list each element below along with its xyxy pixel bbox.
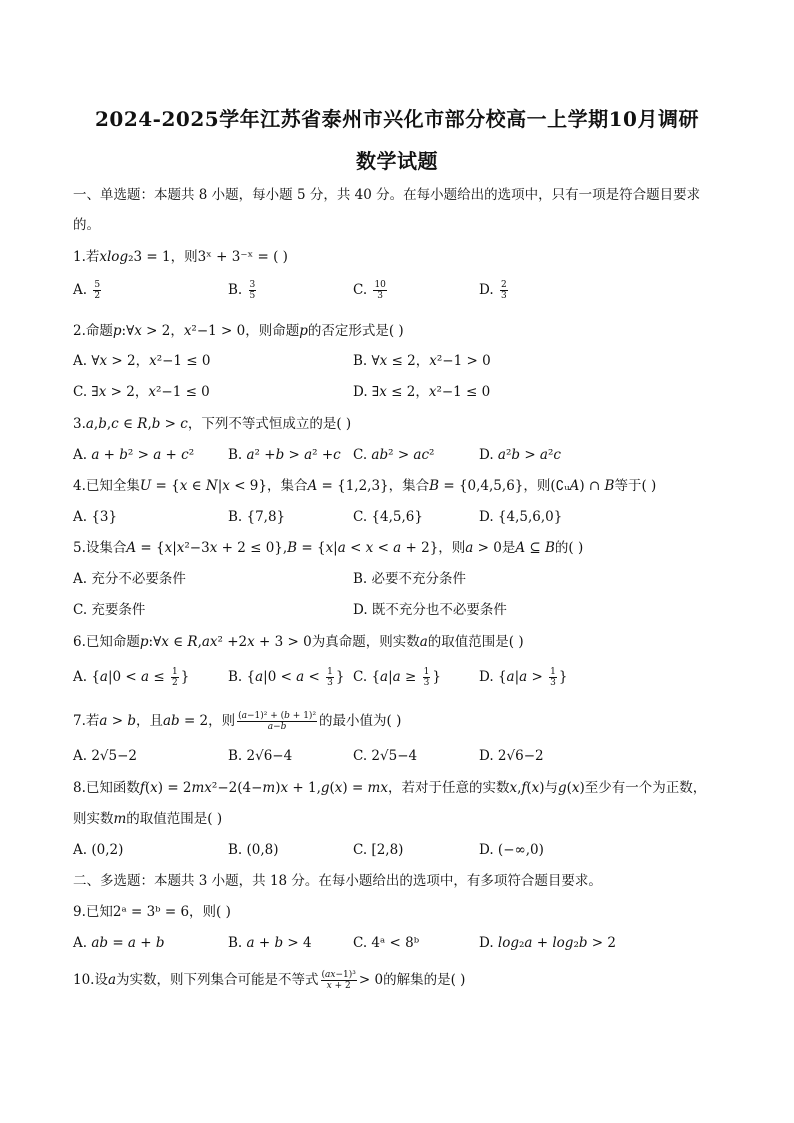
question-1-option-a — [73, 280, 103, 301]
question-5-option-b: B. 必要不充分条件 — [353, 571, 467, 587]
fraction — [549, 667, 557, 688]
question-4-option-d: D. {4,5,6,0} — [479, 509, 563, 525]
question-8-option-b: B. (0,8) — [228, 842, 279, 858]
fraction-numerator: 1 — [423, 667, 430, 677]
question-6-option-a — [73, 667, 189, 688]
fraction-denominator: 𝑎−𝑏 — [267, 722, 287, 732]
fraction-numerator: 1 — [550, 667, 556, 677]
fraction — [423, 667, 431, 688]
option-label: B. — [228, 282, 247, 298]
option-label: C. — [353, 669, 372, 685]
set-suffix: } — [432, 669, 441, 685]
question-4-option-c: C. {4,5,6} — [353, 509, 423, 525]
question-4-option-a: A. {3} — [73, 509, 118, 525]
set-suffix: } — [180, 669, 190, 685]
question-5-option-a: A. 充分不必要条件 — [73, 571, 186, 587]
question-3-stem: 3.𝑎,𝑏,𝑐 ∈ 𝑅,𝑏 > 𝑐，下列不等式恒成立的是( ) — [73, 416, 352, 432]
fraction-denominator: 3 — [377, 291, 384, 301]
question-4-stem: 4.已知全集𝑈 = {𝑥 ∈ 𝑁|𝑥 < 9}，集合𝐴 = {1,2,3}，集合𝐵 = {0,4,5,6}，则(∁ᵤ𝐴) ∩ 𝐵等于( ) — [73, 478, 657, 494]
option-label: D. — [479, 669, 498, 685]
fraction — [249, 280, 257, 301]
exam-title: 2024-2025学年江苏省泰州市兴化市部分校高一上学期10月调研 — [95, 107, 699, 131]
question-7-stem — [73, 711, 723, 732]
fraction-denominator: 𝑥 + 2 — [326, 981, 351, 991]
set-prefix: {𝑎|𝑎 ≥ — [371, 669, 421, 685]
fraction-denominator: 3 — [550, 678, 556, 688]
question-3-option-d: D. 𝑎²𝑏 > 𝑎²𝑐 — [479, 447, 561, 463]
fraction — [326, 667, 334, 688]
option-label: B. — [228, 669, 247, 685]
question-6-stem: 6.已知命题𝑝:∀𝑥 ∈ 𝑅,𝑎𝑥² +2𝑥 + 3 > 0为真命题，则实数𝑎的取值范围是( ) — [73, 634, 524, 650]
stem-text: > 0的解集的是( ) — [358, 972, 466, 988]
question-9-option-c: C. 4ᵃ < 8ᵇ — [353, 935, 420, 951]
option-label: A. — [73, 669, 92, 685]
question-5-stem: 5.设集合𝐴 = {𝑥|𝑥²−3𝑥 + 2 ≤ 0},𝐵 = {𝑥|𝑎 < 𝑥 < 𝑎 + 2}，则𝑎 > 0是𝐴 ⊆ 𝐵的( ) — [73, 540, 584, 556]
question-8-option-a: A. (0,2) — [73, 842, 124, 858]
section-2-instructions: 二、多选题：本题共 3 小题，共 18 分。在每小题给出的选项中，有多项符合题目要求。 — [73, 873, 602, 889]
set-suffix: } — [558, 669, 568, 685]
question-5-option-d: D. 既不充分也不必要条件 — [353, 602, 507, 618]
fraction-numerator: (𝑎−1)² + (𝑏 + 1)² — [238, 711, 317, 721]
question-8-stem: 8.已知函数𝑓(𝑥) = 2𝑚𝑥²−2(4−𝑚)𝑥 + 1,𝑔(𝑥) = 𝑚𝑥，若对于任意的实数𝑥,𝑓(𝑥)与𝑔(𝑥)至少有一个为正数， — [73, 780, 707, 796]
question-3-option-a: A. 𝑎 + 𝑏² > 𝑎 + 𝑐² — [73, 447, 195, 463]
option-label: A. — [73, 282, 92, 298]
option-label: D. — [479, 282, 498, 298]
set-prefix: {𝑎|0 < 𝑎 ≤ — [91, 669, 169, 685]
question-6-option-c — [353, 667, 441, 688]
question-2-option-c: C. ∃𝑥 > 2，𝑥²−1 ≤ 0 — [73, 384, 210, 400]
question-2-option-d: D. ∃𝑥 ≤ 2，𝑥²−1 ≤ 0 — [353, 384, 491, 400]
question-3-option-b: B. 𝑎² +𝑏 > 𝑎² +𝑐 — [228, 447, 341, 463]
fraction-denominator: 3 — [423, 678, 430, 688]
section-1-instructions: 一、单选题：本题共 8 小题，每小题 5 分，共 40 分。在每小题给出的选项中，只有一项是符合题目要求 — [73, 187, 701, 203]
question-7-option-a: A. 2√5−2 — [73, 748, 138, 764]
fraction — [321, 970, 357, 991]
question-6-option-b — [228, 667, 344, 688]
fraction-denominator: 2 — [94, 291, 101, 301]
question-6-option-d — [479, 667, 567, 688]
question-8-option-c: C. [2,8) — [353, 842, 404, 858]
fraction — [373, 280, 386, 301]
question-1-stem: 1.若𝑥𝑙𝑜𝑔₂3 = 1，则3ˣ + 3⁻ˣ = ( ) — [73, 249, 288, 265]
question-1-option-c — [353, 280, 389, 301]
option-label: C. — [353, 282, 372, 298]
fraction-numerator: 5 — [94, 280, 101, 290]
stem-text: 10.设𝑎为实数，则下列集合可能是不等式 — [73, 972, 319, 988]
fraction — [171, 667, 179, 688]
question-1-option-b — [228, 280, 258, 301]
section-1-instructions-cont: 的。 — [73, 217, 100, 233]
question-2-option-b: B. ∀𝑥 ≤ 2，𝑥²−1 > 0 — [353, 353, 491, 369]
fraction — [237, 711, 317, 732]
question-2-option-a: A. ∀𝑥 > 2，𝑥²−1 ≤ 0 — [73, 353, 211, 369]
exam-subject-title: 数学试题 — [356, 149, 438, 173]
fraction-numerator: 10 — [374, 280, 386, 290]
fraction-denominator: 5 — [249, 291, 256, 301]
question-7-option-c: C. 2√5−4 — [353, 748, 418, 764]
fraction-denominator: 2 — [171, 678, 178, 688]
stem-text: 7.若𝑎 > 𝑏，且𝑎𝑏 = 2，则 — [73, 713, 236, 729]
fraction-denominator: 3 — [327, 678, 333, 688]
question-8-option-d: D. (−∞,0) — [479, 842, 544, 858]
question-9-stem: 9.已知2ᵃ = 3ᵇ = 6，则( ) — [73, 904, 231, 920]
question-9-option-a: A. 𝑎𝑏 = 𝑎 + 𝑏 — [73, 935, 165, 951]
question-8-stem-cont: 则实数𝑚的取值范围是( ) — [73, 811, 223, 827]
stem-text: 的最小值为( ) — [319, 713, 402, 729]
fraction-denominator: 3 — [500, 291, 507, 301]
fraction-numerator: (𝑎𝑥−1)³ — [321, 970, 356, 980]
fraction-numerator: 1 — [327, 667, 333, 677]
fraction-numerator: 3 — [249, 280, 256, 290]
question-10-stem — [73, 970, 723, 991]
question-1-option-d — [479, 280, 510, 301]
fraction — [500, 280, 508, 301]
fraction — [93, 280, 101, 301]
question-7-option-b: B. 2√6−4 — [228, 748, 293, 764]
fraction-numerator: 1 — [171, 667, 178, 677]
set-suffix: } — [335, 669, 345, 685]
question-5-option-c: C. 充要条件 — [73, 602, 146, 618]
set-prefix: {𝑎|𝑎 > — [497, 669, 548, 685]
question-7-option-d: D. 2√6−2 — [479, 748, 544, 764]
question-4-option-b: B. {7,8} — [228, 509, 286, 525]
question-9-option-b: B. 𝑎 + 𝑏 > 4 — [228, 935, 312, 951]
set-prefix: {𝑎|0 < 𝑎 < — [246, 669, 325, 685]
question-3-option-c: C. 𝑎𝑏² > 𝑎𝑐² — [353, 447, 435, 463]
question-2-stem: 2.命题𝑝:∀𝑥 > 2，𝑥²−1 > 0，则命题𝑝的否定形式是( ) — [73, 323, 404, 339]
question-9-option-d: D. 𝑙𝑜𝑔₂𝑎 + 𝑙𝑜𝑔₂𝑏 > 2 — [479, 935, 616, 951]
fraction-numerator: 2 — [500, 280, 507, 290]
